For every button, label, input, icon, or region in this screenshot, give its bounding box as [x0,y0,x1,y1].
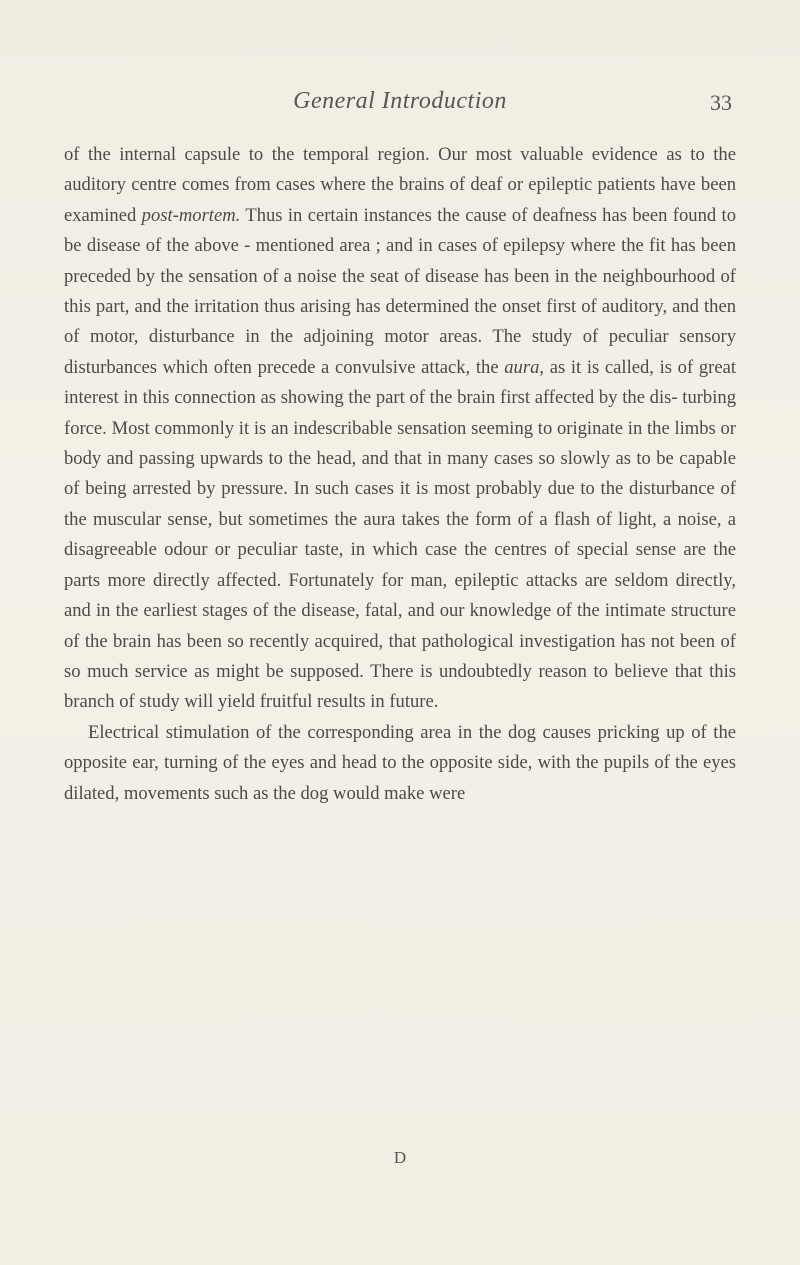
signature-mark: D [393,1148,407,1167]
page-number: 33 [710,90,732,115]
paragraph-1-segment-1: of the internal capsule to the temporal region. Our most valuable evidence as to the auditory centre comes from cases where the brains of deaf or epileptic patients have been examined [64,144,736,226]
italic-term-post-mortem: post-mortem. [141,204,241,226]
italic-term-aura: aura [504,356,540,378]
paragraph-1-segment-5: , as it is called, is of great interest in this connection as showing the part of the brain first affected by the dis- turbing force. Most commonly it is an indescribable sensation seeming to originate in the limbs or body and passing upwards to the head, and that in many cases so slowly as to be capable of being arrested by pressure. In such cases it is most probably due to the disturbance of the muscular sense, but sometimes the aura takes the form of a flash of light, a noise, a disagreeable odour or peculiar taste, in which case the centres of special sense are the parts more directly affected. Fortunately for man, epileptic attacks are seldom directly, and in the earliest stages of the disease, fatal, and our knowledge of the intimate structure of the brain has been so recently acquired, that pathological investigation has not been of so much service as might be supposed. There is undoubtedly reason to believe that this branch of study will yield fruitful results in future. [64,356,736,713]
paragraph-1 [64,140,736,718]
paragraph-2-segment-1: Electrical stimulation of the corresponding area in the dog causes pricking up of the opposite ear, turning of the eyes and head to the opposite side, with the pupils of the eyes dilated, movements such as the dog would make were [64,721,736,804]
running-head [64,88,736,128]
paragraph-2 [64,718,736,809]
paragraph-1-segment-3: Thus in certain instances the cause of deafness has been found to be disease of the above - mentioned area ; and in cases of epilepsy where the fit has been preceded by the sensation of a noise the seat of disease has been in the neighbourhood of this part, and the irritation thus arising has determined the onset first of auditory, and then of motor, disturbance in the adjoining motor areas. The study of peculiar sensory disturbances which often precede a convulsive attack, the [64,204,736,378]
running-title: General Introduction [293,88,507,114]
body-text [64,140,736,809]
